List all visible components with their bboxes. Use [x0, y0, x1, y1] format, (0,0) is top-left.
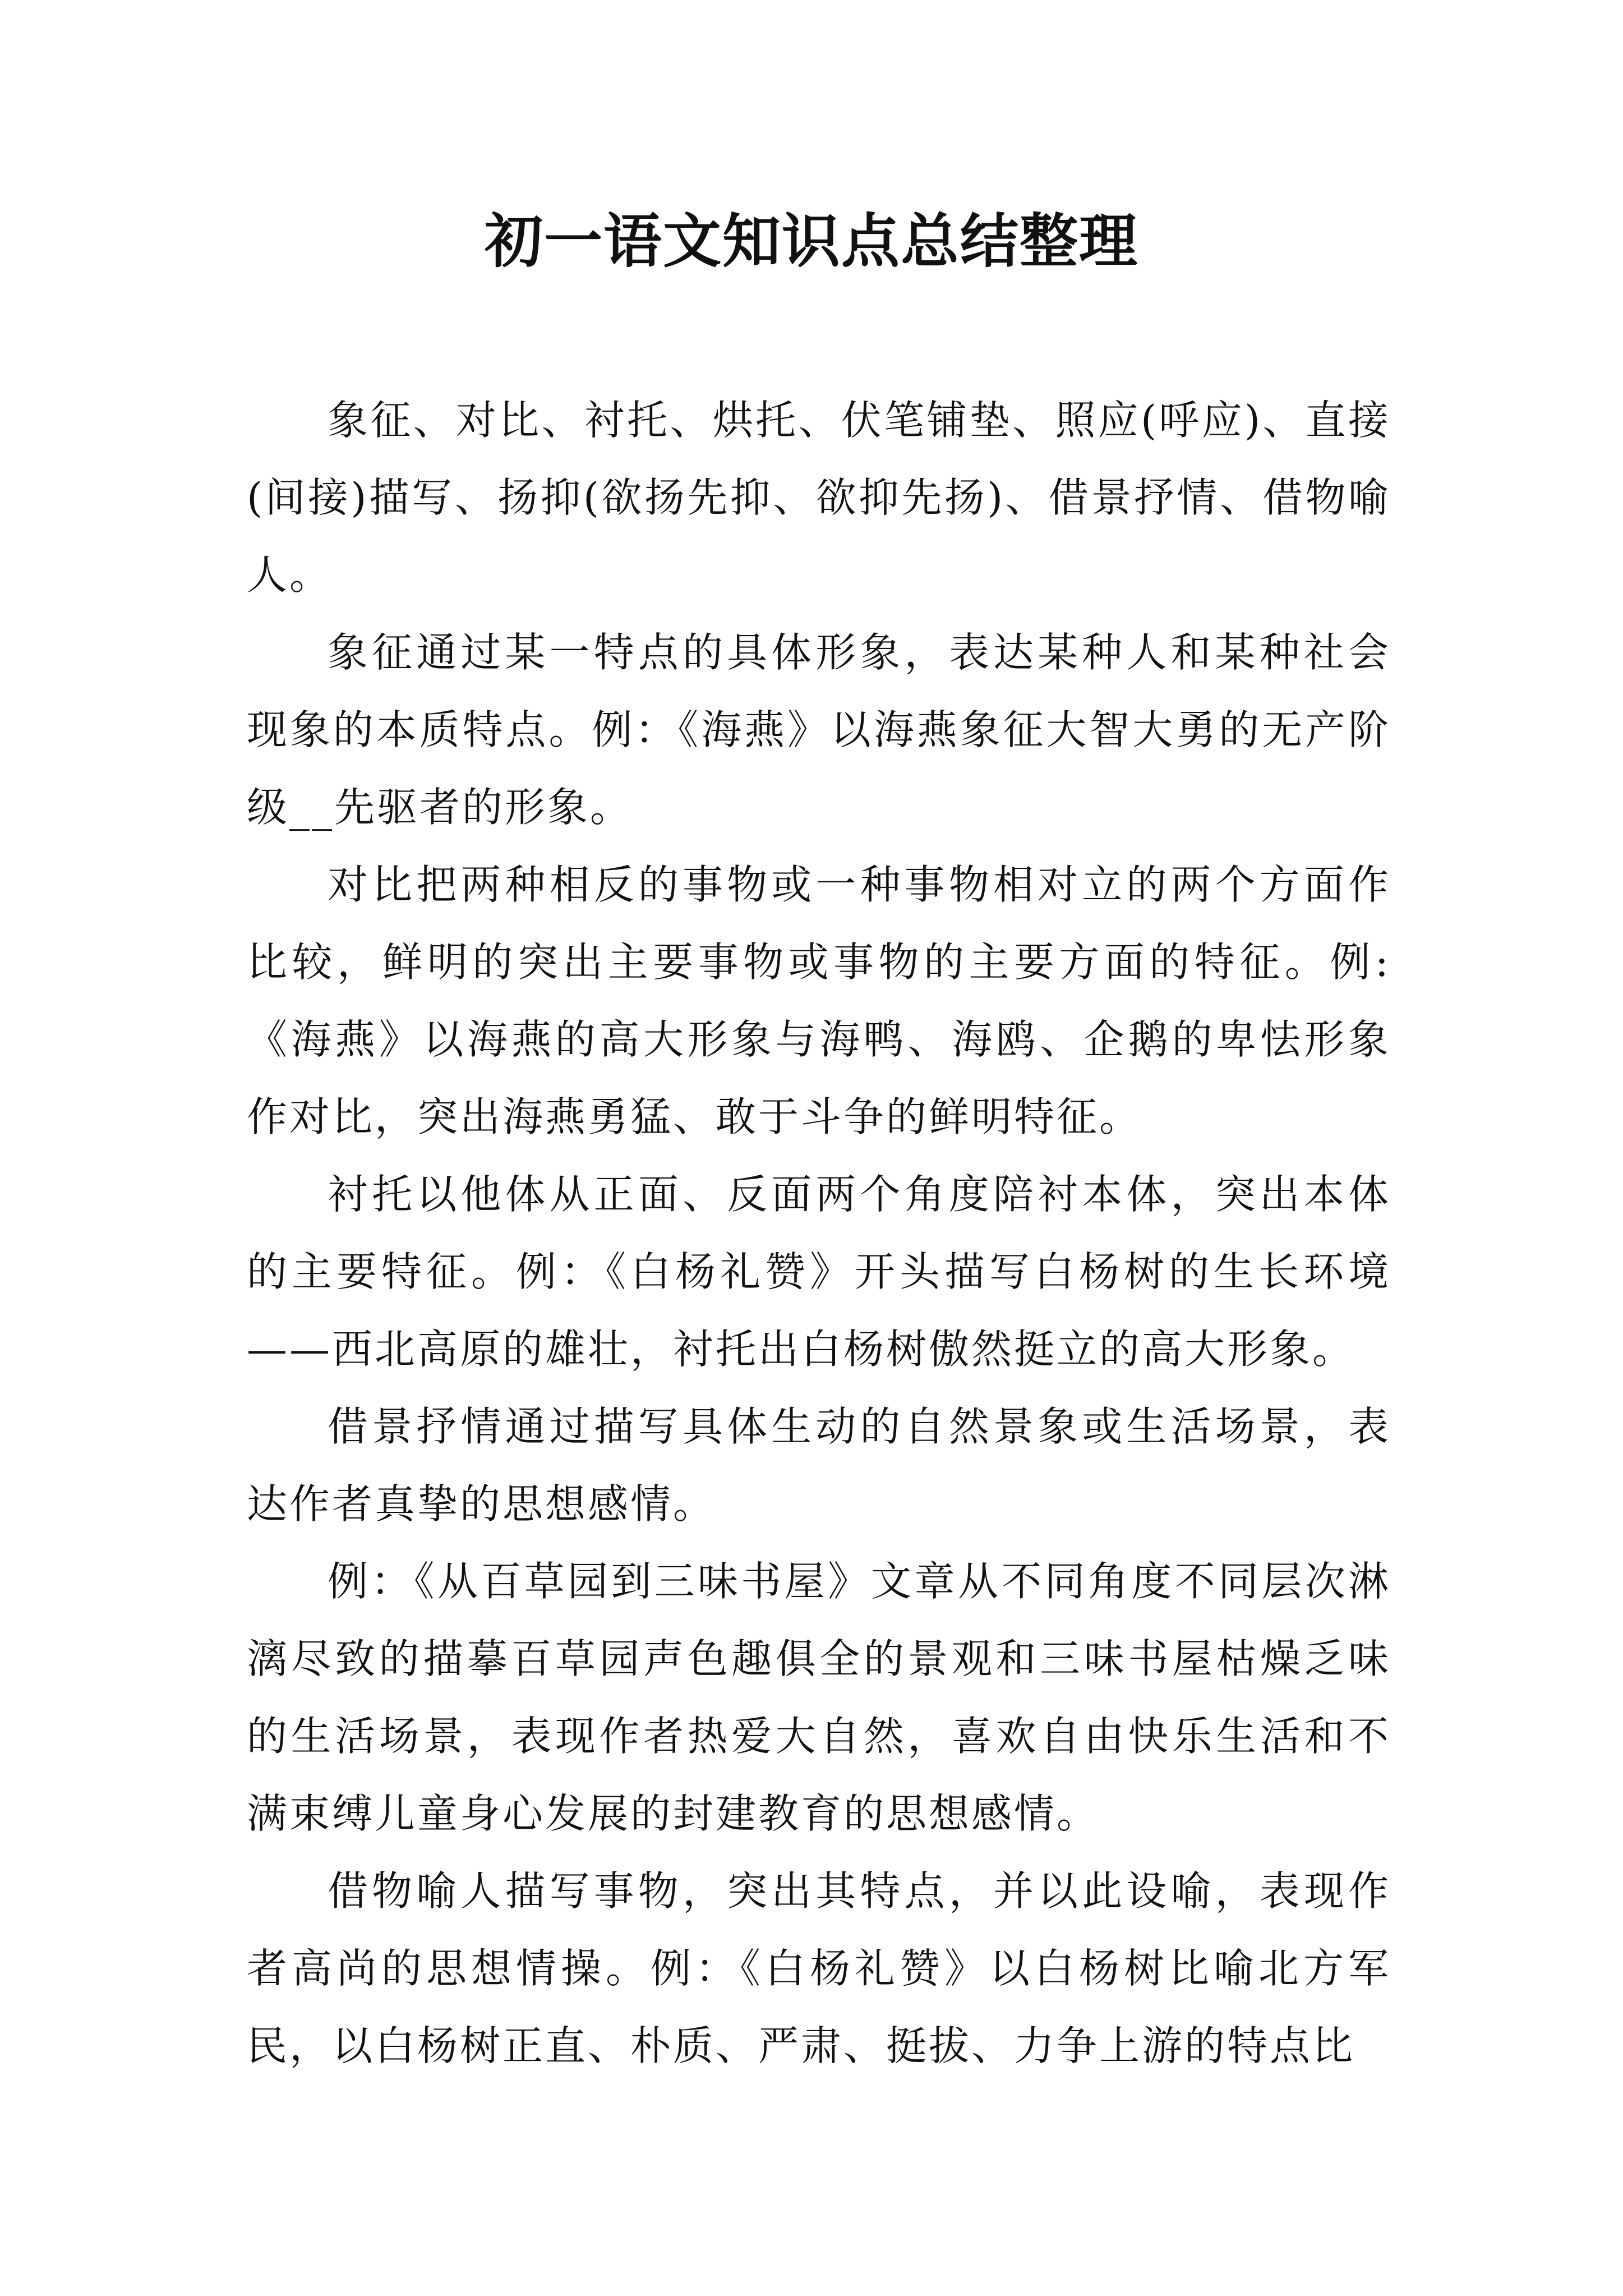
paragraph-scene-example: 例：《从百草园到三味书屋》文章从不同角度不同层次淋漓尽致的描摹百草园声色趣俱全的景观和三味书屋枯燥乏味的生活场景，表现作者热爱大自然，喜欢自由快乐生活和不满束缚儿童身心发展的封建教育的思想感情。: [247, 1558, 1391, 1837]
paragraph-symbolism: 象征通过某一特点的具体形象，表达某种人和某种社会现象的本质特点。例：《海燕》以海燕象征大智大勇的无产阶级__先驱者的形象。: [247, 629, 1391, 831]
paragraph-techniques-list: 象征、对比、衬托、烘托、伏笔铺垫、照应(呼应)、直接(间接)描写、扬抑(欲扬先抑、欲抑先扬)、借景抒情、借物喻人。: [247, 397, 1391, 599]
document-body: [247, 381, 1391, 2085]
paragraph-foil: 衬托以他体从正面、反面两个角度陪衬本体，突出本体的主要特征。例：《白杨礼赞》开头描写白杨树的生长环境——西北高原的雄壮，衬托出白杨树傲然挺立的高大形象。: [247, 1171, 1391, 1373]
paragraph-contrast: 对比把两种相反的事物或一种事物相对立的两个方面作比较，鲜明的突出主要事物或事物的主要方面的特征。例:《海燕》以海燕的高大形象与海鸭、海鸥、企鹅的卑怯形象作对比，突出海燕勇猛、敢于斗争的鲜明特征。: [247, 861, 1391, 1140]
paragraph-object-metaphor: 借物喻人描写事物，突出其特点，并以此设喻，表现作者高尚的思想情操。例：《白杨礼赞》以白杨树比喻北方军民，以白杨树正直、朴质、严肃、挺拔、力争上游的特点比: [247, 1867, 1391, 2069]
paragraph-scene-emotion: 借景抒情通过描写具体生动的自然景象或生活场景，表达作者真挚的思想感情。: [247, 1403, 1391, 1527]
page-title: 初一语文知识点总结整理: [484, 206, 1138, 275]
